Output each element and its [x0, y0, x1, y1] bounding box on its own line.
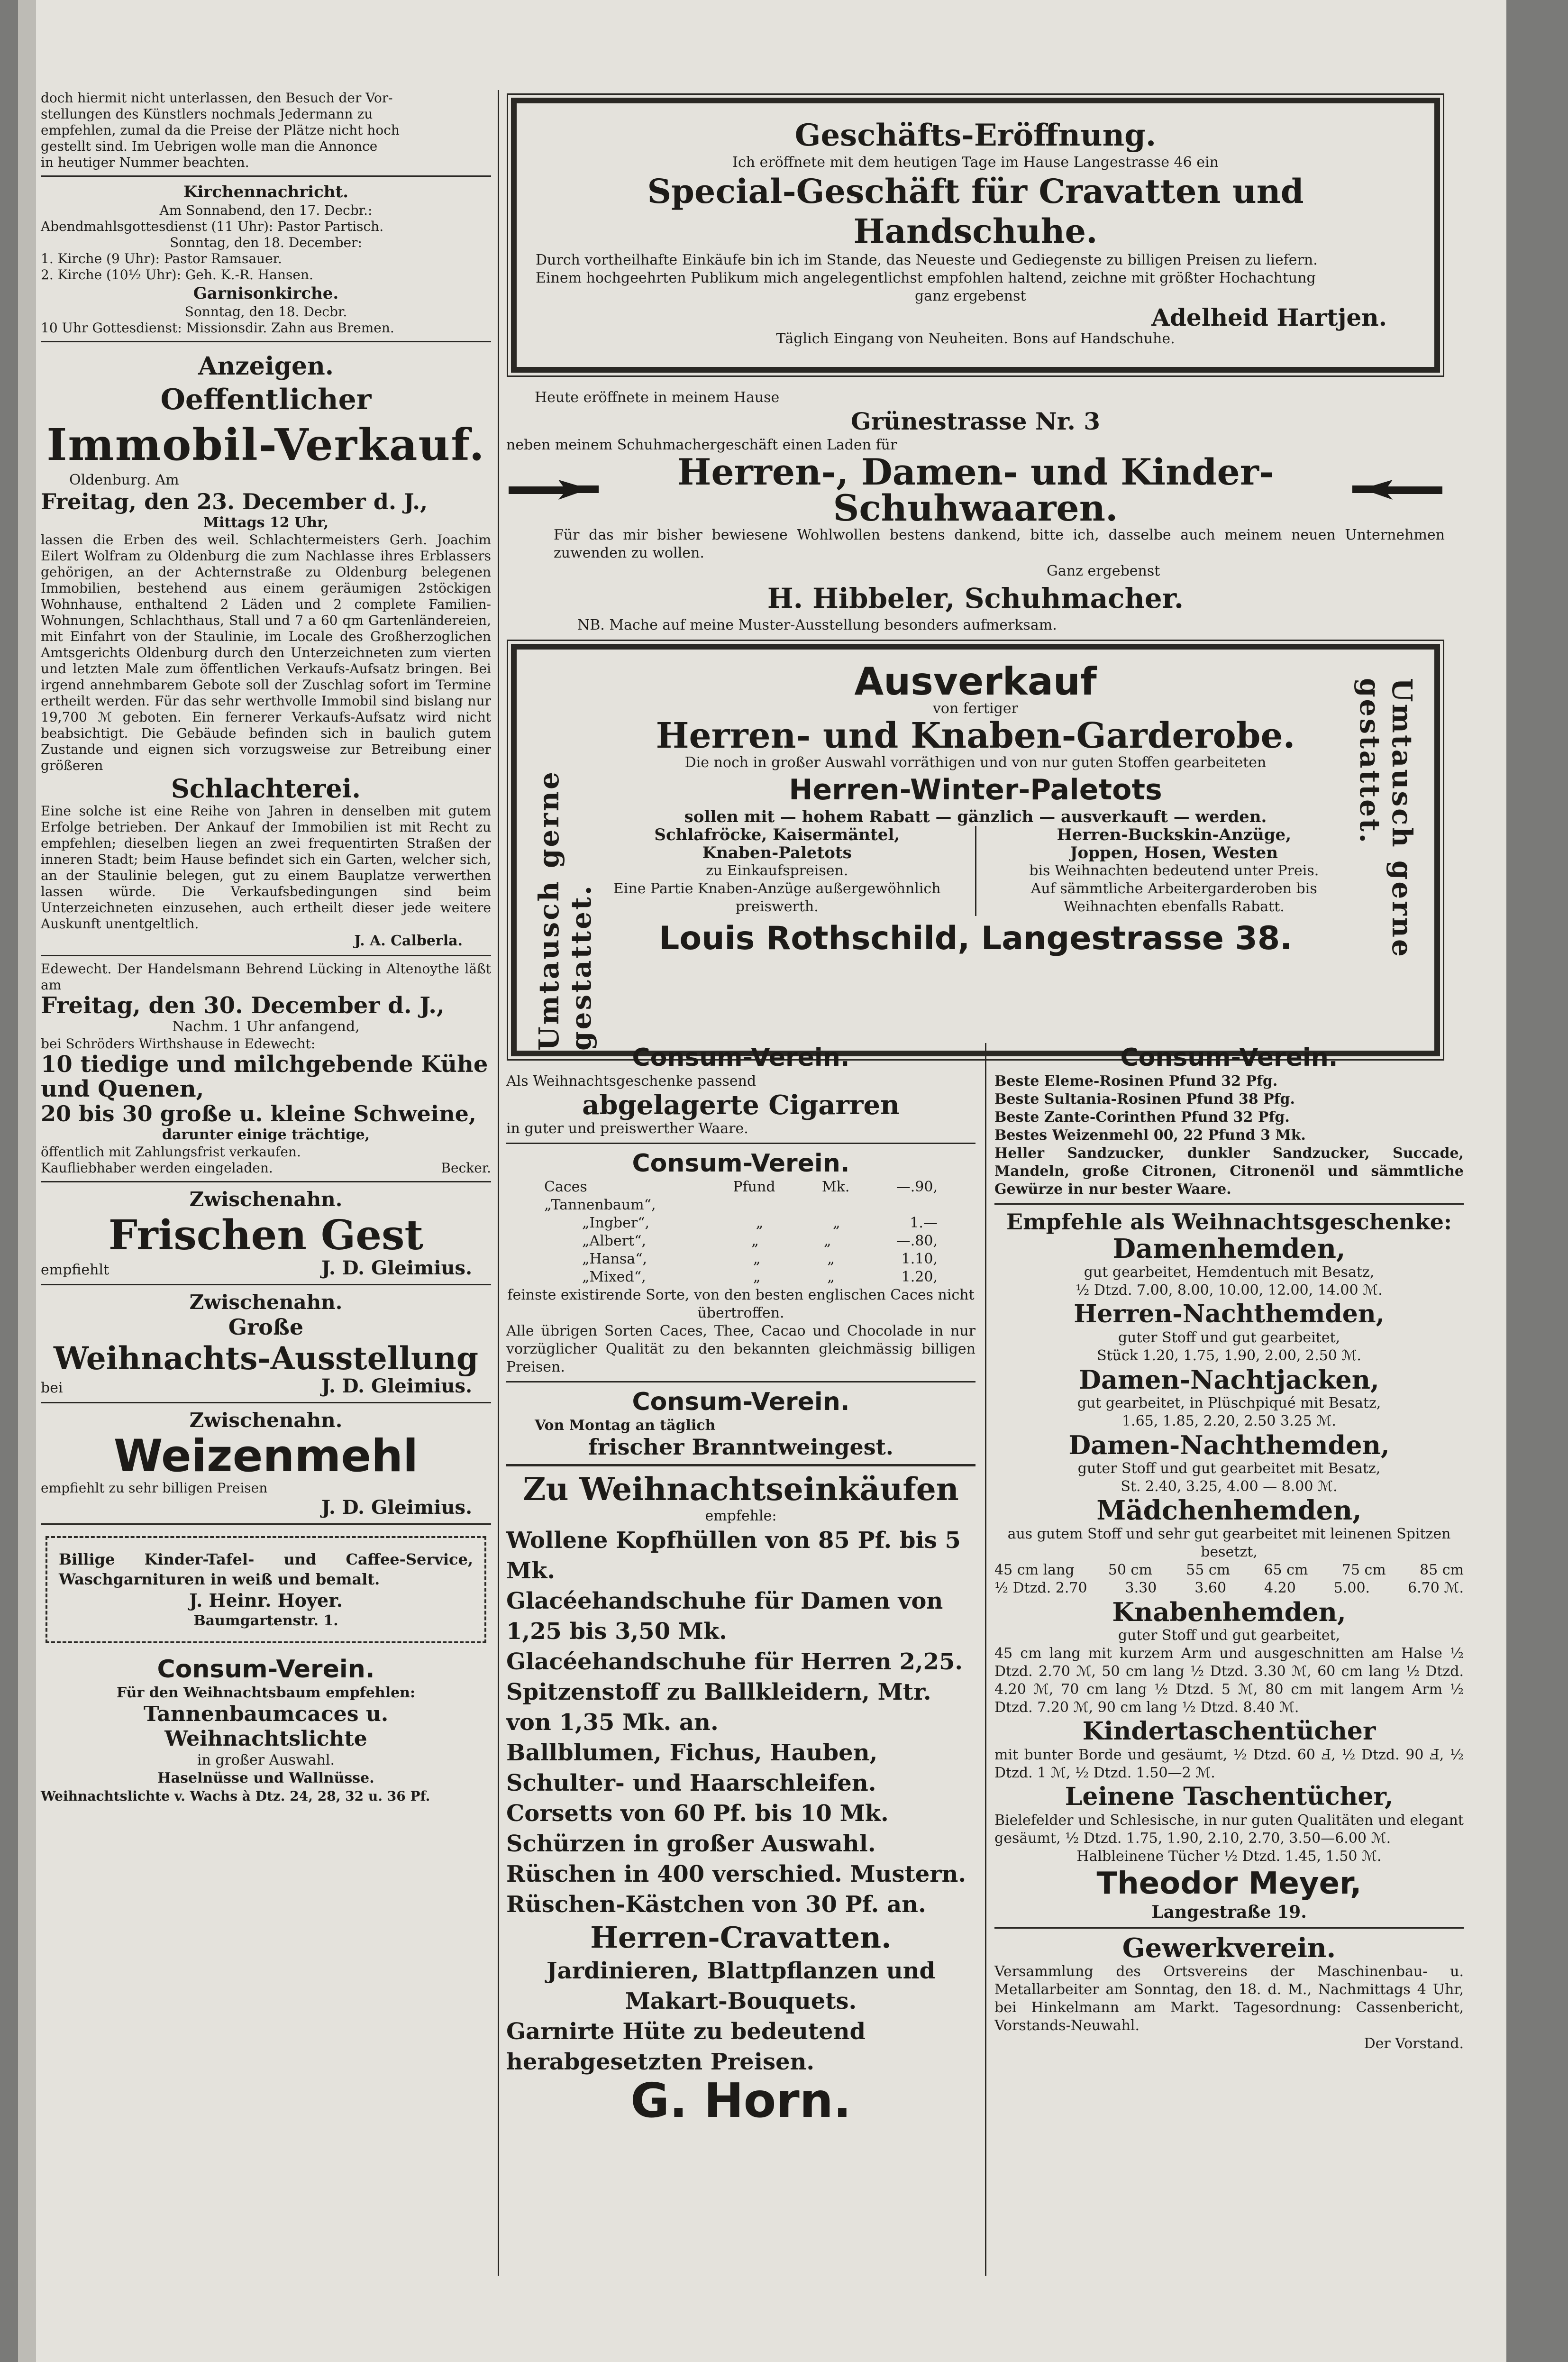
text-line: aus gutem Stoff und sehr gut gearbeitet mit leinenen Spitzen besetzt, — [1007, 1526, 1451, 1560]
text-line: von fertiger — [932, 700, 1018, 717]
text-line: 10 Uhr Gottesdienst: Missionsdir. Zahn aus Bremen. — [41, 320, 394, 336]
price-value: 1.— — [910, 1215, 938, 1231]
ad-headline-big: Herren- und Knaben-Garderobe. — [656, 715, 1295, 756]
ad-content — [588, 659, 1363, 957]
text-line: Heute eröffnete in meinem Hause — [535, 389, 780, 406]
ad-date: Freitag, den 30. December d. J., — [41, 992, 445, 1019]
text-line: Die noch in großer Auswahl vorräthigen und von nur guten Stoffen gearbeiteten — [684, 754, 1267, 771]
divider — [994, 1203, 1464, 1205]
ad-title: Consum-Verein. — [157, 1655, 375, 1684]
ad-title: Empfehle als Weihnachtsgeschenke: — [1006, 1209, 1452, 1235]
product-item: Jardinieren, Blattpflanzen und Makart-Bouquets. — [546, 1958, 936, 2014]
text-line: Eine Partie Knaben-Anzüge außergewöhnlich preiswerth. — [613, 880, 941, 915]
text-line: Sonntag, den 18. December: — [170, 235, 362, 250]
ad-left-column — [588, 826, 976, 916]
text-line: darunter einige trächtige, — [162, 1126, 370, 1143]
ad-signature: Louis Rothschild, Langestrasse 38. — [659, 920, 1292, 957]
consum-verein-caces-ad — [506, 1149, 975, 1376]
ad-section: Herren-Nachthemden, — [1074, 1300, 1385, 1328]
column-divider — [498, 90, 499, 2276]
price-value: —.80, — [896, 1233, 938, 1249]
product-item: Wollene Kopfhüllen von 85 Pf. bis 5 Mk. — [506, 1527, 961, 1584]
text-line: Heller Sandzucker, dunkler Sandzucker, Succade, Mandeln, große Citronen, Citronenöl und sämmtliche Gewürze in nur bester Waare. — [994, 1145, 1464, 1198]
ad-signature: J. Heinr. Hoyer. — [189, 1590, 343, 1611]
column-left — [41, 90, 491, 1805]
text-line: Versammlung des Ortsvereins der Maschinenbau- u. Metallarbeiter am Sonntag, den 18. d. M., Nachmittags 4 Uhr, bei Hinkelmann am Markt. Tagesordnung: Cassenbericht, Vorstands-Neuwahl. — [994, 1963, 1464, 2034]
ad-address: Grünestrasse Nr. 3 — [850, 407, 1101, 435]
text-line: doch hiermit nicht unterlassen, den Besuch der Vor- — [41, 90, 393, 106]
text-line: öffentlich mit Zahlungsfrist verkaufen. — [41, 1144, 301, 1160]
text-line: guter Stoff und gut gearbeitet mit Besatz, — [1077, 1460, 1381, 1477]
divider — [41, 1402, 491, 1403]
product-item: Corsetts von 60 Pf. bis 10 Mk. — [506, 1800, 889, 1827]
price-item: „Mixed“, — [582, 1269, 646, 1285]
price-row — [994, 1579, 1464, 1597]
ad-title: Consum-Verein. — [632, 1149, 850, 1178]
price-unit: „ — [753, 1269, 761, 1285]
price-item: „Hansa“, — [582, 1251, 647, 1267]
divider — [41, 1284, 491, 1285]
text-line: stellungen des Künstlers nochmals Jedermann zu — [41, 106, 373, 122]
ad-signature: J. A. Calberla. — [354, 933, 463, 949]
text-line: Beste Zante-Corinthen Pfund 32 Pfg. — [994, 1109, 1290, 1126]
consum-verein-rosinen-ad — [994, 1043, 1464, 1199]
ad-town: Zwischenahn. — [189, 1188, 343, 1211]
price-cell: 3.30 — [1125, 1580, 1157, 1596]
ad-date: Freitag, den 23. December d. J., — [41, 489, 428, 514]
pointing-hand-left-icon — [1350, 476, 1445, 504]
divider — [41, 1523, 491, 1525]
text-line: empfehle: — [705, 1508, 777, 1524]
text-line: Ganz ergebenst — [1047, 563, 1160, 579]
ad-title: Ausverkauf — [854, 659, 1097, 704]
ad-place: bei Schröders Wirthshause in Edewecht: — [41, 1036, 316, 1052]
ad-headline-big: Frischen Gest — [108, 1211, 424, 1259]
text-line: Herren-Buckskin-Anzüge, — [1057, 825, 1292, 844]
text-line: Bestes Weizenmehl 00, 22 Pfund 3 Mk. — [994, 1127, 1306, 1144]
size-cell: 45 cm lang — [994, 1562, 1075, 1578]
price-row — [506, 1250, 975, 1268]
ad-headline: Herren-Cravatten. — [590, 1920, 892, 1955]
ad-place: Oldenburg. Am — [69, 472, 179, 488]
ad-subheadline: Schlachterei. — [171, 773, 361, 804]
ad-title: Gewerkverein. — [1122, 1932, 1336, 1964]
product-item: Garnirte Hüte zu bedeutend herabgesetzten Preisen. — [506, 2018, 866, 2075]
ad-headline: abgelagerte Cigarren — [582, 1089, 900, 1121]
price-cell: 3.60 — [1194, 1580, 1227, 1596]
ad-signature: G. Horn. — [630, 2073, 851, 2128]
ad-two-columns — [588, 826, 1363, 916]
product-list — [506, 1525, 975, 1920]
ad-time: Mittags 12 Uhr, — [203, 514, 329, 531]
text-line: Joppen, Hosen, Westen — [1070, 843, 1278, 862]
text-line: in guter und preiswerther Waare. — [506, 1120, 748, 1137]
ad-section: Damen-Nachtjacken, — [1079, 1364, 1379, 1395]
pointing-hand-right-icon — [506, 476, 601, 504]
ad-signature: Adelheid Hartjen. — [1151, 303, 1387, 331]
garrison-church-title: Garnisonkirche. — [193, 284, 339, 303]
text-line: Stück 1.20, 1.75, 1.90, 2.00, 2.50 ℳ. — [1097, 1347, 1361, 1364]
text-line — [41, 1259, 491, 1279]
text-line: Einem hochgeehrten Publikum mich angelegentlichst empfohlen haltend, zeichne mit größter Hochachtung — [536, 270, 1316, 286]
text-line: Haselnüsse und Wallnüsse. — [157, 1770, 374, 1786]
consum-verein-cigarren-ad — [506, 1043, 975, 1138]
consum-verein-branntwein-ad — [506, 1387, 975, 1459]
text-line: Von Montag an täglich — [535, 1417, 716, 1434]
text-line: Abendmahlsgottesdienst (11 Uhr): Pastor Partisch. — [41, 219, 384, 234]
text-line: Beste Sultania-Rosinen Pfund 38 Pfg. — [994, 1091, 1295, 1108]
property-sale-ad — [41, 381, 491, 950]
divider — [506, 1464, 975, 1466]
livestock-auction-ad — [41, 961, 491, 1176]
product-item: Glacéehandschuhe für Damen von 1,25 bis 3,50 Mk. — [506, 1588, 943, 1645]
church-notice — [41, 182, 491, 336]
price-cell: 4.20 — [1264, 1580, 1296, 1596]
ad-section: Mädchenhemden, — [1096, 1495, 1362, 1526]
ad-address: Baumgartenstr. 1. — [193, 1612, 338, 1629]
text-line: Weihnachtslichte v. Wachs à Dtz. 24, 28, 32 u. 36 Pf. — [41, 1788, 430, 1804]
price-unit: „ — [753, 1251, 761, 1267]
price-unit: „ — [751, 1233, 759, 1249]
divider — [994, 1927, 1464, 1929]
divider — [41, 1181, 491, 1182]
text-line: Schlafröcke, Kaisermäntel, — [654, 825, 900, 844]
price-value: 1.10, — [901, 1251, 938, 1267]
ad-section: Damen-Nachthemden, — [1068, 1430, 1390, 1460]
text-line: Sonntag, den 18. Decbr. — [184, 304, 347, 320]
price-cell: ½ Dtzd. 2.70 — [994, 1580, 1087, 1596]
text-line: 2. Kirche (10½ Uhr): Geh. K.-R. Hansen. — [41, 267, 313, 283]
divider — [41, 341, 491, 342]
text-line: feinste existirende Sorte, von den besten englischen Caces nicht übertroffen. — [507, 1287, 975, 1321]
ad-address: Langestraße 19. — [1151, 1902, 1307, 1922]
text-line: Knaben-Paletots — [702, 843, 852, 862]
ad-signature: J. D. Gleimius. — [321, 1257, 472, 1279]
price-item: Caces „Tannenbaum“, — [544, 1179, 656, 1213]
ad-headline: Herren-Winter-Paletots — [789, 773, 1162, 806]
text-line — [41, 1160, 491, 1176]
ad-headline: Tannenbaumcaces u. Weihnachtslichte — [143, 1702, 389, 1751]
size-cell: 50 cm — [1108, 1562, 1152, 1578]
ad-time: Nachm. 1 Uhr anfangend, — [172, 1018, 360, 1035]
text-line: Bielefelder und Schlesische, in nur guten Qualitäten und elegant gesäumt, ½ Dtzd. 1.75, 1.90, 2.10, 2.70, 3.50—6.00 ℳ. — [994, 1812, 1464, 1847]
text-line: Beste Eleme-Rosinen Pfund 32 Pfg. — [994, 1073, 1278, 1089]
text-line: Große — [228, 1314, 304, 1340]
ad-headline-big: Weihnachts-Ausstellung — [54, 1340, 478, 1377]
ad-body: Eine solche ist eine Reihe von Jahren in denselben mit gutem Erfolge betrieben. Der Ankauf der Immobilien ist mit Recht zu empfehlen; dieselben liegen an zwei frequentirten Straßen der inneren Stadt; beim Hause befindet sich ein Garten, welcher sich, an der Staulinie belegen, gut zu einem Bauplatze verwerthen lassen würde. Die Verkaufsbedingungen sind beim Unterzeichneten einzusehen, auch ertheilt dieser jede weitere Auskunft unentgeltlich. — [41, 803, 491, 932]
text-span: Kaufliebhaber werden eingeladen. — [41, 1160, 273, 1176]
ad-section: Leinene Taschentücher, — [1065, 1782, 1394, 1811]
text-line: guter Stoff und gut gearbeitet, — [1118, 1329, 1340, 1346]
ad-town: Zwischenahn. — [189, 1291, 343, 1314]
size-cell: 65 cm — [1264, 1562, 1308, 1578]
text-line: mit bunter Borde und gesäumt, ½ Dtzd. 60 Ⅎ, ½ Dtzd. 90 Ⅎ, ½ Dtzd. 1 ℳ, ½ Dtzd. 1.50—2 ℳ. — [994, 1747, 1464, 1781]
section-title-anzeigen: Anzeigen. — [198, 352, 334, 381]
price-currency: „ — [827, 1251, 835, 1267]
text-line: neben meinem Schuhmachergeschäft einen Laden für — [506, 437, 897, 453]
price-row — [506, 1268, 975, 1286]
text-line: ½ Dtzd. 7.00, 8.00, 10.00, 12.00, 14.00 ℳ. — [1076, 1282, 1383, 1299]
ad-headline-row — [506, 451, 1445, 529]
text-line: sollen mit — hohem Rabatt — gänzlich — ausverkauft — werden. — [684, 807, 1267, 826]
consum-verein-ad-left — [41, 1655, 491, 1805]
price-currency: „ — [827, 1269, 835, 1285]
ad-body: Billige Kinder-Tafel- und Caffee-Service, Waschgarnituren in weiß und bemalt. — [59, 1550, 473, 1588]
ad-headline: frischer Branntweingest. — [588, 1434, 893, 1460]
price-value: —.90, — [896, 1179, 938, 1195]
ad-headline: Oeffentlicher — [160, 383, 372, 416]
price-unit: „ — [756, 1215, 764, 1231]
size-cell: 55 cm — [1186, 1562, 1231, 1578]
price-cell: 6.70 ℳ. — [1408, 1580, 1464, 1596]
divider — [41, 175, 491, 177]
rothschild-ad-box — [511, 644, 1440, 1056]
price-currency: Mk. — [821, 1179, 850, 1195]
product-item: Schürzen in großer Auswahl. — [506, 1831, 876, 1857]
text-line: 1. Kirche (9 Uhr): Pastor Ramsauer. — [41, 251, 282, 266]
price-item: „Albert“, — [582, 1233, 647, 1249]
divider — [506, 1381, 975, 1382]
text-line: Auf sämmtliche Arbeitergarderoben bis Weihnachten ebenfalls Rabatt. — [1030, 880, 1317, 915]
side-text: Umtausch gerne gestattet. — [1354, 678, 1418, 959]
ad-section: Knabenhemden, — [1112, 1597, 1346, 1627]
price-row — [506, 1178, 975, 1214]
text-line: 1.65, 1.85, 2.20, 2.50 3.25 ℳ. — [1122, 1413, 1336, 1429]
hartjen-ad-box — [511, 98, 1440, 373]
text-line: gut gearbeitet, in Plüschpiqué mit Besatz, — [1077, 1395, 1381, 1411]
product-item: Rüschen in 400 verschied. Mustern. — [506, 1861, 966, 1887]
size-row — [994, 1561, 1464, 1579]
text-line: Ich eröffnete mit dem heutigen Tage im Hause Langestrasse 46 ein — [732, 154, 1219, 171]
gleimius-ad-gest — [41, 1187, 491, 1279]
text-line: Als Weihnachtsgeschenke passend — [506, 1073, 757, 1089]
price-row — [506, 1232, 975, 1250]
text-line: Für das mir bisher bewiesene Wohlwollen bestens dankend, bitte ich, dasselbe auch meinem neuen Unternehmen zuwenden zu wollen. — [554, 527, 1445, 561]
ad-item: 20 bis 30 große u. kleine Schweine, — [41, 1101, 476, 1126]
ad-headline-big: Weizenmehl — [113, 1430, 419, 1482]
gleimius-ad-ausstellung — [41, 1290, 491, 1397]
text-line: Am Sonnabend, den 17. Decbr.: — [159, 202, 373, 218]
gleimius-ad-weizenmehl — [41, 1408, 491, 1519]
ad-title: Zu Weihnachtseinkäufen — [523, 1471, 959, 1508]
text-line: NB. Mache auf meine Muster-Ausstellung besonders aufmerksam. — [577, 617, 1057, 633]
ad-title: Geschäfts-Eröffnung. — [794, 118, 1157, 153]
price-cell: 5.00. — [1333, 1580, 1370, 1596]
text-line — [41, 1377, 491, 1397]
intro-text — [41, 90, 491, 171]
price-row — [506, 1214, 975, 1232]
divider — [506, 1143, 975, 1144]
price-currency: „ — [833, 1215, 840, 1231]
text-line: bis Weihnachten bedeutend unter Preis. — [1029, 862, 1319, 879]
ad-title: Consum-Verein. — [1120, 1044, 1338, 1072]
ad-signature: H. Hibbeler, Schuhmacher. — [767, 582, 1184, 614]
ad-item: 10 tiedige und milchgebende Kühe — [41, 1051, 488, 1078]
column-middle — [506, 1043, 975, 2128]
price-item: „Ingber“, — [582, 1215, 650, 1231]
text-span: bei — [41, 1380, 63, 1396]
hibbeler-ad — [506, 389, 1445, 634]
size-cell: 85 cm — [1420, 1562, 1464, 1578]
product-item: Rüschen-Kästchen von 30 Pf. an. — [506, 1891, 926, 1918]
text-line: gut gearbeitet, Hemdentuch mit Besatz, — [1084, 1264, 1375, 1281]
text-line: St. 2.40, 3.25, 4.00 — 8.00 ℳ. — [1121, 1478, 1338, 1495]
text-line: 45 cm lang mit kurzem Arm und ausgeschnitten am Halse ½ Dtzd. 2.70 ℳ, 50 cm lang ½ Dtzd. 3.30 ℳ, 60 cm lang ½ Dtzd. 4.20 ℳ, 70 cm lang ½ Dtzd. 5 ℳ, 80 cm mit langem Arm ½ Dtzd. 7.20 ℳ, 90 cm lang ½ Dtzd. 8.40 ℳ. — [994, 1645, 1464, 1716]
ad-section: Damenhemden, — [1112, 1233, 1346, 1264]
ad-signature: Der Vorstand. — [1364, 2035, 1464, 2052]
gewerkverein-ad — [994, 1933, 1464, 2053]
size-cell: 75 cm — [1341, 1562, 1386, 1578]
text-line: empfiehlt zu sehr billigen Preisen — [41, 1480, 268, 1496]
text-line: empfehlen, zumal da die Preise der Plätze nicht hoch — [41, 122, 400, 138]
text-line: guter Stoff und gut gearbeitet, — [1118, 1627, 1340, 1644]
ad-town: Zwischenahn. — [189, 1409, 343, 1432]
text-line: zu Einkaufspreisen. — [706, 862, 848, 879]
side-text: Umtausch gerne gestattet. — [533, 770, 597, 1051]
ad-title: Consum-Verein. — [632, 1044, 850, 1072]
ad-signature: J. D. Gleimius. — [321, 1375, 472, 1397]
divider — [41, 955, 491, 956]
ad-headline-big: Immobil-Verkauf. — [46, 419, 485, 470]
ad-body: Edewecht. Der Handelsmann Behrend Lücking in Altenoythe läßt am — [41, 961, 491, 993]
ad-title: Consum-Verein. — [632, 1388, 850, 1416]
price-value: 1.20, — [901, 1269, 938, 1285]
text-line: in großer Auswahl. — [197, 1752, 335, 1768]
text-line: in heutiger Nummer beachten. — [41, 155, 249, 170]
text-line: Durch vortheilhafte Einkäufe bin ich im Stande, das Neueste und Gediegenste zu billigen Preisen zu liefern. — [536, 252, 1318, 268]
church-title: Kirchennachricht. — [183, 183, 349, 201]
ad-headline-big: Herren-, Damen- und Kinder-Schuhwaaren. — [677, 451, 1274, 529]
text-line: Täglich Eingang von Neuheiten. Bons auf Handschuhe. — [776, 330, 1175, 347]
text-line: Halbleinene Tücher ½ Dtzd. 1.45, 1.50 ℳ. — [1076, 1848, 1382, 1865]
horn-ad — [506, 1471, 975, 2128]
price-unit: Pfund — [733, 1179, 775, 1195]
column-right — [994, 1043, 1464, 2053]
ad-section: Kindertaschentücher — [1082, 1717, 1376, 1746]
column-divider — [985, 1043, 986, 2276]
column-right-top — [506, 90, 1445, 1056]
ad-body: lassen die Erben des weil. Schlachtermeisters Gerh. Joachim Eilert Wolfram zu Oldenburg die zum Nachlasse ihres Erblassers gehörigen, an der Achternstraße zu Oldenburg belegenen Immobilien, bestehend aus einem geräumigen 2stöckigen Wohnhause, enthaltend 2 Läden und 2 complete Familien-Wohnungen, Schlachthaus, Stall und 7 a 60 qm Gartenländereien, mit Einfahrt von der Staulinie, im Locale des Großherzoglichen Amtsgerichts Oldenburg durch den Unterzeichneten zum vierten und letzten Male zum öffentlichen Verkaufs-Aufsatz bringen. Bei irgend annehmbarem Gebote soll der Zuschlag sofort im Termine ertheilt werden. Für das sehr werthvolle Immobil sind bislang nur 19,700 ℳ geboten. Ein fernerer Verkaufs-Aufsatz wird nicht beabsichtigt. Die Gebäude befinden sich in baulich gutem Zustande und eignen sich vorzugsweise zur Betreibung einer größeren — [41, 532, 491, 773]
ad-signature: Theodor Meyer, — [1096, 1866, 1362, 1901]
price-currency: „ — [823, 1233, 831, 1249]
text-line — [536, 287, 1415, 305]
text-line: gestellt sind. Im Uebrigen wolle man die Annonce — [41, 138, 378, 154]
hoyer-ad-box — [46, 1536, 486, 1643]
ad-signature: J. D. Gleimius. — [321, 1496, 472, 1519]
ad-item: und Quenen, — [41, 1076, 204, 1102]
text-line: Alle übrigen Sorten Caces, Thee, Cacao und Chocolade in nur vorzüglicher Qualität zu den bekannten gleichmässig billigen Preisen. — [506, 1323, 975, 1375]
ad-signature: Becker. — [441, 1160, 491, 1176]
ad-headline-big: Special-Geschäft für Cravatten und Handschuhe. — [647, 172, 1304, 251]
text-span: empfiehlt — [41, 1262, 109, 1278]
product-item: Spitzenstoff zu Ballkleidern, Mtr. von 1,35 Mk. an. — [506, 1679, 931, 1736]
text-line: Für den Weihnachtsbaum empfehlen: — [116, 1685, 416, 1701]
product-item: Ballblumen, Fichus, Hauben, Schulter- und Haarschleifen. — [506, 1739, 878, 1796]
newspaper-page — [18, 0, 1506, 2362]
page-binding-edge — [18, 0, 36, 2362]
ad-right-column — [976, 826, 1364, 916]
product-item: Glacéehandschuhe für Herren 2,25. — [506, 1648, 963, 1675]
text-span: ganz ergebenst — [915, 288, 1026, 304]
meyer-ad — [994, 1209, 1464, 1923]
